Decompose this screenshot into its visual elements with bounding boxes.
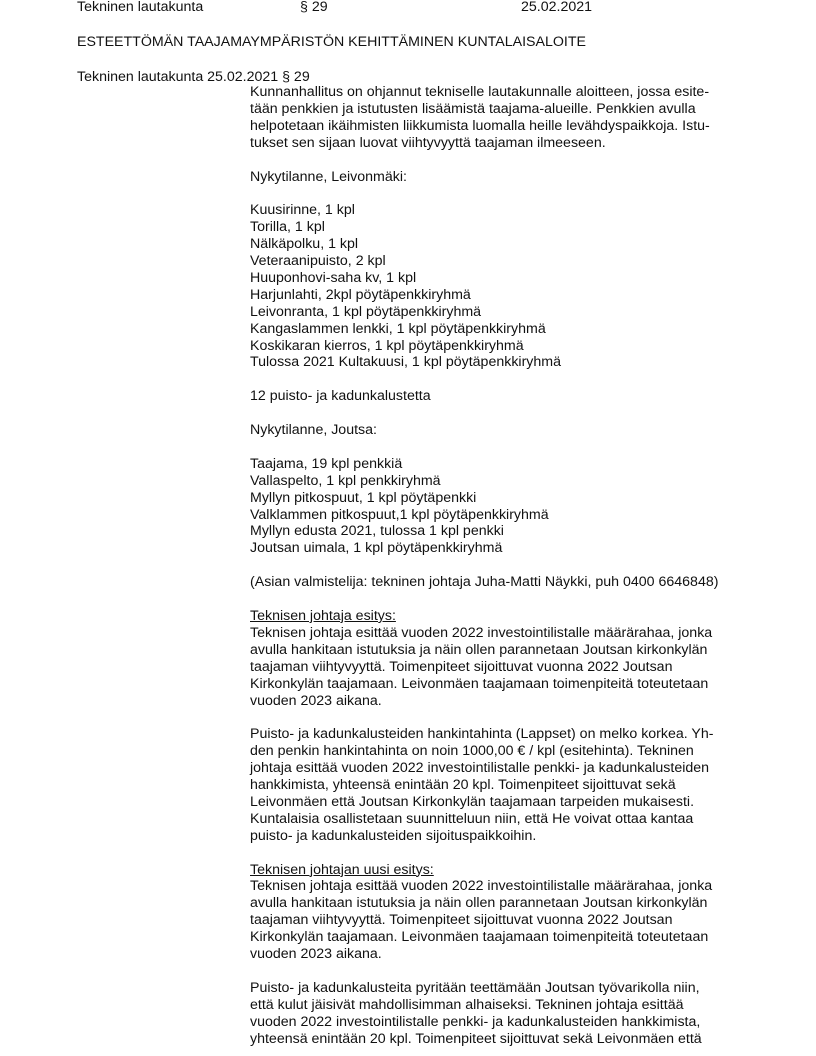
- text-line: tään penkkien ja istutusten lisäämistä taajama-alueille. Penkkien avulla: [250, 100, 696, 117]
- spacer: [250, 405, 740, 422]
- document-body: [250, 84, 740, 1048]
- new-proposal-paragraph-1: [250, 878, 740, 963]
- list-item: Kangaslammen lenkki, 1 kpl pöytäpenkkiryhmä: [250, 320, 546, 337]
- text-line: Teknisen johtaja esittää vuoden 2022 investointilistalle määrärahaa, jonka: [250, 878, 713, 895]
- text-line: den penkin hankintahinta on noin 1000,00 € / kpl (esitehinta). Tekninen: [250, 743, 694, 760]
- header-committee: Tekninen lautakunta: [77, 0, 204, 15]
- text-line: vuoden 2022 investointilistalle penkki- ja kadunkalusteiden hankkimista,: [250, 1013, 701, 1030]
- header-date: 25.02.2021: [521, 0, 593, 15]
- list-item: Torilla, 1 kpl: [250, 219, 325, 236]
- list-item: Vallaspelto, 1 kpl penkkiryhmä: [250, 472, 441, 489]
- intro-paragraph: [250, 84, 740, 152]
- spacer: [250, 371, 740, 388]
- text-line: Teknisen johtaja esittää vuoden 2022 investointilistalle määrärahaa, jonka: [250, 624, 713, 641]
- list-item: Nälkäpolku, 1 kpl: [250, 236, 359, 253]
- text-line: hankkimista, yhteensä enintään 20 kpl. Toimenpiteet sijoittuvat sekä: [250, 777, 676, 794]
- text-line: johtaja esittää vuoden 2022 investointilistalle penkki- ja kadunkalusteiden: [250, 760, 710, 777]
- joutsa-heading: Nykytilanne, Joutsa:: [250, 422, 377, 439]
- text-line: Puisto- ja kadunkalusteita pyritään teettämään Joutsan työvarikolla niin,: [250, 979, 700, 996]
- list-item: Myllyn edusta 2021, tulossa 1 kpl penkki: [250, 523, 504, 540]
- list-item: Veteraanipuisto, 2 kpl: [250, 253, 386, 270]
- list-item: Harjunlahti, 2kpl pöytäpenkkiryhmä: [250, 286, 471, 303]
- header-section: § 29: [300, 0, 328, 15]
- leivonmaki-list: [250, 202, 740, 371]
- joutsa-list: [250, 456, 740, 557]
- text-line: Puisto- ja kadunkalusteiden hankintahinta (Lappset) on melko korkea. Yh-: [250, 726, 714, 743]
- spacer: [250, 185, 740, 202]
- text-line: vuoden 2023 aikana.: [250, 946, 382, 963]
- new-proposal-heading: Teknisen johtajan uusi esitys:: [250, 861, 434, 878]
- text-line: Kirkonkylän taajamaan. Leivonmäen taajamaan toimenpiteitä toteutetaan: [250, 929, 709, 946]
- text-line: tukset sen sijaan luovat viihtyvyyttä taajaman ilmeeseen.: [250, 134, 606, 151]
- text-line: Kunnanhallitus on ohjannut tekniselle lautakunnalle aloitteen, jossa esite-: [250, 84, 710, 100]
- text-line: Leivonmäen että Joutsan Kirkonkylän taajamaan tarpeiden mukaisesti.: [250, 793, 695, 810]
- page-header: [77, 0, 777, 17]
- text-line: Kirkonkylän taajamaan. Leivonmäen taajamaan toimenpiteitä toteutetaan: [250, 675, 709, 692]
- spacer: [250, 845, 740, 862]
- proposal-paragraph-1: [250, 625, 740, 710]
- text-line: Kuntalaisia osallistetaan suunnitteluun niin, että He voivat ottaa kantaa: [250, 810, 694, 827]
- text-line: puisto- ja kadunkalusteiden sijoituspaikkoihin.: [250, 827, 537, 844]
- text-line: helpotetaan ikäihmisten liikkumista luomalla heille levähdyspaikkoja. Istu-: [250, 117, 710, 134]
- proposal-paragraph-2: [250, 726, 740, 844]
- leivonmaki-heading: Nykytilanne, Leivonmäki:: [250, 168, 407, 185]
- text-line: taajaman viihtyvyyttä. Toimenpiteet sijoittuvat vuonna 2022 Joutsan: [250, 658, 673, 675]
- spacer: [250, 152, 740, 169]
- new-proposal-paragraph-2: [250, 980, 740, 1048]
- spacer: [250, 591, 740, 608]
- list-item: Valklammen pitkospuut,1 kpl pöytäpenkkiryhmä: [250, 506, 549, 523]
- proposal-heading: Teknisen johtaja esitys:: [250, 607, 396, 624]
- document-title: ESTEETTÖMÄN TAAJAMAYMPÄRISTÖN KEHITTÄMINEN KUNTALAISALOITE: [77, 34, 586, 50]
- list-item: Myllyn pitkospuut, 1 kpl pöytäpenkki: [250, 489, 477, 506]
- preparer-note: (Asian valmistelija: tekninen johtaja Juha-Matti Näykki, puh 0400 6646848): [250, 574, 719, 591]
- list-item: Koskikaran kierros, 1 kpl pöytäpenkkiryhmä: [250, 337, 524, 354]
- list-item: Huuponhovi-saha kv, 1 kpl: [250, 269, 417, 286]
- text-line: että kulut jäisivät mahdollisimman alhaiseksi. Tekninen johtaja esittää: [250, 996, 684, 1013]
- spacer: [250, 439, 740, 456]
- leivonmaki-total: 12 puisto- ja kadunkalustetta: [250, 388, 431, 405]
- spacer: [250, 709, 740, 726]
- spacer: [250, 557, 740, 574]
- text-line: avulla hankitaan istutuksia ja näin ollen parannetaan Joutsan kirkonkylän: [250, 641, 708, 658]
- text-line: taajaman viihtyvyyttä. Toimenpiteet sijoittuvat vuonna 2022 Joutsan: [250, 912, 673, 929]
- spacer: [250, 963, 740, 980]
- list-item: Joutsan uimala, 1 kpl pöytäpenkkiryhmä: [250, 540, 503, 557]
- list-item: Tulossa 2021 Kultakuusi, 1 kpl pöytäpenkkiryhmä: [250, 354, 561, 371]
- list-item: Taajama, 19 kpl penkkiä: [250, 455, 403, 472]
- list-item: Kuusirinne, 1 kpl: [250, 202, 355, 219]
- list-item: Leivonranta, 1 kpl pöytäpenkkiryhmä: [250, 303, 482, 320]
- text-line: yhteensä enintään 20 kpl. Toimenpiteet sijoittuvat sekä Leivonmäen että: [250, 1030, 702, 1047]
- text-line: avulla hankitaan istutuksia ja näin ollen parannetaan Joutsan kirkonkylän: [250, 895, 708, 912]
- meeting-line: Tekninen lautakunta 25.02.2021 § 29: [77, 69, 310, 85]
- text-line: vuoden 2023 aikana.: [250, 692, 382, 709]
